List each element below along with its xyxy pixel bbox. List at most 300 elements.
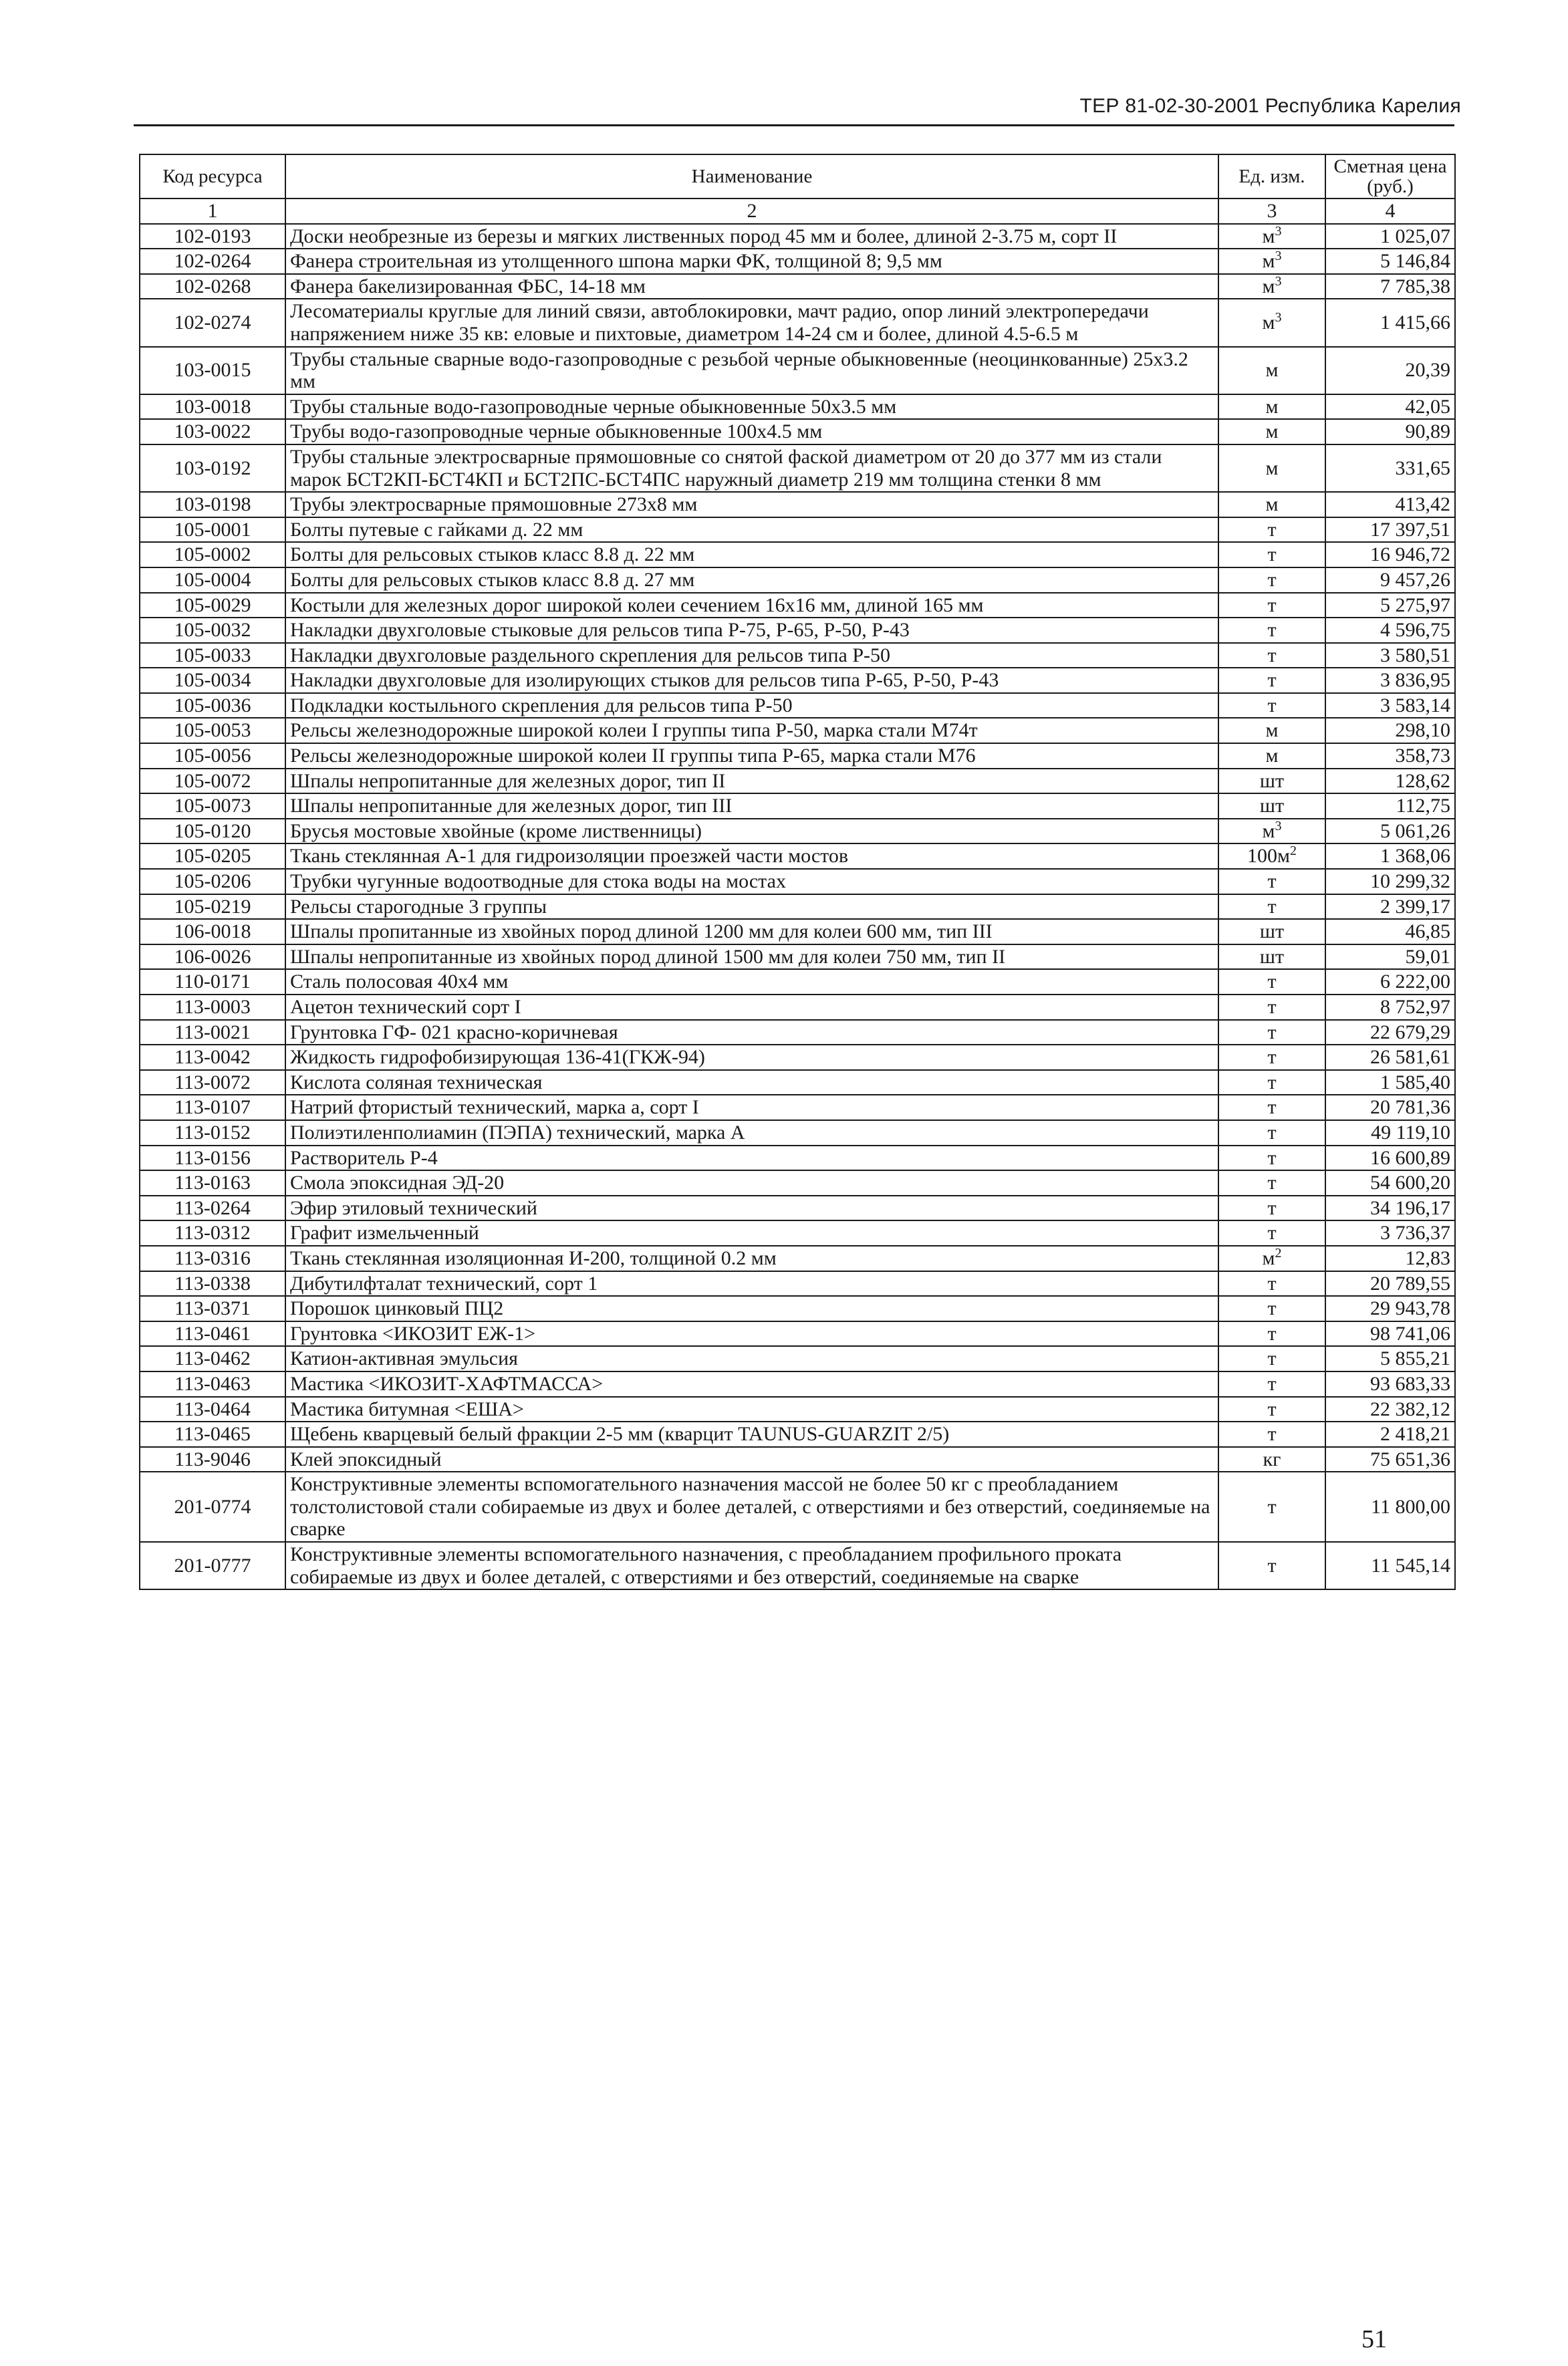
resource-code: 113-0371 (140, 1296, 285, 1321)
resource-code: 113-0042 (140, 1045, 285, 1070)
unit-label: т (1267, 568, 1277, 591)
resource-name: Рельсы старогодные 3 группы (285, 894, 1218, 920)
resource-name: Костыли для железных дорог широкой колеи сечением 16х16 мм, длиной 165 мм (285, 593, 1218, 618)
price-cell: 22 679,29 (1325, 1020, 1455, 1045)
resource-code: 113-0312 (140, 1220, 285, 1246)
table-row (140, 444, 1455, 492)
header-rule (134, 124, 1454, 126)
unit-cell (1218, 1371, 1325, 1397)
table-row (140, 299, 1455, 346)
header-unit: Ед. изм. (1218, 154, 1325, 199)
resource-code: 201-0774 (140, 1472, 285, 1542)
resource-name: Грунтовка ГФ- 021 красно-коричневая (285, 1020, 1218, 1045)
unit-label: т (1267, 1554, 1277, 1577)
resource-name: Шпалы непропитанные из хвойных пород длиной 1500 мм для колеи 750 мм, тип II (285, 944, 1218, 970)
unit-cell (1218, 643, 1325, 668)
resource-name: Дибутилфталат технический, сорт 1 (285, 1271, 1218, 1297)
price-cell: 12,83 (1325, 1246, 1455, 1271)
unit-cell (1218, 224, 1325, 249)
unit-label: т (1267, 1347, 1277, 1370)
table-row (140, 1120, 1455, 1146)
resource-name: Эфир этиловый технический (285, 1196, 1218, 1221)
resource-name: Шпалы непропитанные для железных дорог, тип III (285, 793, 1218, 819)
price-cell: 26 581,61 (1325, 1045, 1455, 1070)
resource-name: Фанера строительная из утолщенного шпона марки ФК, толщиной 8; 9,5 мм (285, 249, 1218, 274)
unit-cell (1218, 869, 1325, 894)
price-cell: 5 061,26 (1325, 819, 1455, 844)
resource-code: 102-0268 (140, 274, 285, 299)
table-row (140, 419, 1455, 444)
unit-cell (1218, 1070, 1325, 1095)
resource-code: 105-0002 (140, 542, 285, 567)
resource-code: 105-0034 (140, 668, 285, 693)
unit-cell (1218, 249, 1325, 274)
unit-label: т (1267, 1495, 1277, 1518)
resource-code: 105-0206 (140, 869, 285, 894)
unit-cell (1218, 517, 1325, 543)
unit-cell (1218, 419, 1325, 444)
resource-name: Порошок цинковый ПЦ2 (285, 1296, 1218, 1321)
unit-label: т (1267, 1372, 1277, 1395)
resource-code: 105-0056 (140, 743, 285, 769)
price-cell: 98 741,06 (1325, 1321, 1455, 1347)
price-cell: 17 397,51 (1325, 517, 1455, 543)
price-cell: 5 146,84 (1325, 249, 1455, 274)
price-cell: 128,62 (1325, 769, 1455, 794)
unit-label: т (1267, 1222, 1277, 1244)
unit-label: м (1262, 250, 1275, 273)
unit-cell (1218, 299, 1325, 346)
unit-label: т (1267, 1322, 1277, 1345)
unit-label: м (1265, 420, 1279, 443)
resource-name: Накладки двухголовые раздельного скрепления для рельсов типа Р-50 (285, 643, 1218, 668)
unit-cell (1218, 1447, 1325, 1472)
unit-exponent: 3 (1275, 249, 1282, 264)
unit-label: шт (1259, 795, 1285, 817)
unit-label: т (1267, 1146, 1277, 1169)
table-row (140, 1045, 1455, 1070)
table-row (140, 394, 1455, 420)
resource-name: Трубы стальные сварные водо-газопроводные с резьбой черные обыкновенные (неоцинкованные) 25х3.2 мм (285, 347, 1218, 394)
unit-cell (1218, 1346, 1325, 1371)
resource-name: Щебень кварцевый белый фракции 2-5 мм (кварцит TAUNUS-GUARZIT 2/5) (285, 1422, 1218, 1447)
table-row (140, 1095, 1455, 1120)
resource-name: Грунтовка <ИКОЗИТ ЕЖ-1> (285, 1321, 1218, 1347)
resource-code: 110-0171 (140, 969, 285, 995)
price-cell: 413,42 (1325, 492, 1455, 517)
resource-name: Жидкость гидрофобизирующая 136-41(ГКЖ-94) (285, 1045, 1218, 1070)
price-cell: 90,89 (1325, 419, 1455, 444)
price-cell: 34 196,17 (1325, 1196, 1455, 1221)
unit-label: т (1267, 619, 1277, 642)
price-cell: 8 752,97 (1325, 995, 1455, 1020)
resource-name: Накладки двухголовые стыковые для рельсов типа Р-75, Р-65, Р-50, Р-43 (285, 618, 1218, 643)
unit-cell (1218, 1120, 1325, 1146)
unit-cell (1218, 769, 1325, 794)
unit-cell (1218, 1321, 1325, 1347)
price-cell: 10 299,32 (1325, 869, 1455, 894)
table-row (140, 567, 1455, 593)
resource-code: 106-0018 (140, 919, 285, 944)
unit-cell (1218, 1020, 1325, 1045)
resource-code: 113-0264 (140, 1196, 285, 1221)
unit-cell (1218, 444, 1325, 492)
unit-cell (1218, 1472, 1325, 1542)
resource-code: 102-0274 (140, 299, 285, 346)
unit-cell (1218, 843, 1325, 869)
unit-cell (1218, 542, 1325, 567)
unit-label: т (1267, 694, 1277, 716)
resource-code: 105-0029 (140, 593, 285, 618)
unit-label: шт (1259, 769, 1285, 792)
unit-cell (1218, 593, 1325, 618)
unit-cell (1218, 492, 1325, 517)
resource-name: Болты для рельсовых стыков класс 8.8 д. 22 мм (285, 542, 1218, 567)
page-number: 51 (1361, 2325, 1387, 2353)
price-cell: 29 943,78 (1325, 1296, 1455, 1321)
resource-code: 105-0053 (140, 718, 285, 743)
resource-code: 105-0205 (140, 843, 285, 869)
resource-code: 105-0120 (140, 819, 285, 844)
resource-name: Трубки чугунные водоотводные для стока воды на мостах (285, 869, 1218, 894)
unit-cell (1218, 1045, 1325, 1070)
resource-name: Ткань стеклянная А-1 для гидроизоляции проезжей части мостов (285, 843, 1218, 869)
unit-label: т (1267, 996, 1277, 1018)
table-row (140, 224, 1455, 249)
unit-label: м (1262, 1246, 1275, 1269)
unit-cell (1218, 1095, 1325, 1120)
price-cell: 20 781,36 (1325, 1095, 1455, 1120)
column-number: 1 (140, 199, 285, 224)
unit-label: м (1265, 359, 1279, 382)
unit-cell (1218, 1397, 1325, 1422)
unit-label: шт (1259, 945, 1285, 968)
resource-name: Шпалы пропитанные из хвойных пород длиной 1200 мм для колеи 600 мм, тип III (285, 919, 1218, 944)
resource-name: Трубы электросварные прямошовные 273х8 мм (285, 492, 1218, 517)
unit-label: т (1267, 644, 1277, 666)
unit-cell (1218, 944, 1325, 970)
table-row (140, 894, 1455, 920)
unit-label: т (1267, 1297, 1277, 1320)
unit-label: т (1267, 1172, 1277, 1194)
resource-code: 113-0072 (140, 1070, 285, 1095)
column-number-row (140, 199, 1455, 224)
unit-label: т (1267, 1021, 1277, 1043)
unit-label: м (1265, 395, 1279, 418)
unit-exponent: 2 (1275, 1245, 1282, 1261)
price-cell: 11 800,00 (1325, 1472, 1455, 1542)
table-row (140, 1296, 1455, 1321)
price-cell: 1 025,07 (1325, 224, 1455, 249)
table-row (140, 718, 1455, 743)
unit-cell (1218, 743, 1325, 769)
price-cell: 59,01 (1325, 944, 1455, 970)
resource-name: Ткань стеклянная изоляционная И-200, толщиной 0.2 мм (285, 1246, 1218, 1271)
resource-code: 113-0465 (140, 1422, 285, 1447)
unit-cell (1218, 819, 1325, 844)
price-cell: 298,10 (1325, 718, 1455, 743)
column-number: 3 (1218, 199, 1325, 224)
table-row (140, 1146, 1455, 1171)
price-cell: 16 600,89 (1325, 1146, 1455, 1171)
unit-cell (1218, 1542, 1325, 1589)
price-cell: 46,85 (1325, 919, 1455, 944)
price-cell: 22 382,12 (1325, 1397, 1455, 1422)
resources-table (139, 154, 1456, 1590)
price-cell: 6 222,00 (1325, 969, 1455, 995)
resource-name: Конструктивные элементы вспомогательного назначения, с преобладанием профильного проката собираемые из двух и более деталей, с отверстиями и без отверстий, соединяемые на сварке (285, 1542, 1218, 1589)
unit-label: м (1262, 311, 1275, 334)
unit-label: т (1267, 594, 1277, 616)
resource-name: Трубы стальные водо-газопроводные черные обыкновенные 50х3.5 мм (285, 394, 1218, 420)
unit-cell (1218, 274, 1325, 299)
unit-label: 100м (1247, 845, 1290, 868)
unit-label: м (1262, 819, 1275, 842)
unit-label: т (1267, 970, 1277, 993)
resource-name: Трубы водо-газопроводные черные обыкновенные 100х4.5 мм (285, 419, 1218, 444)
resource-name: Ацетон технический сорт I (285, 995, 1218, 1020)
resource-name: Накладки двухголовые для изолирующих стыков для рельсов типа Р-65, Р-50, Р-43 (285, 668, 1218, 693)
price-cell: 1 585,40 (1325, 1070, 1455, 1095)
table-row (140, 1542, 1455, 1589)
table-row (140, 769, 1455, 794)
unit-exponent: 3 (1275, 818, 1282, 833)
unit-label: т (1267, 1398, 1277, 1420)
unit-cell (1218, 618, 1325, 643)
resource-name: Болты для рельсовых стыков класс 8.8 д. 27 мм (285, 567, 1218, 593)
price-cell: 3 583,14 (1325, 693, 1455, 718)
unit-label: м (1262, 225, 1275, 247)
table-row (140, 1271, 1455, 1297)
price-cell: 5 275,97 (1325, 593, 1455, 618)
table-row (140, 869, 1455, 894)
unit-cell (1218, 668, 1325, 693)
price-cell: 2 418,21 (1325, 1422, 1455, 1447)
resource-name: Подкладки костыльного скрепления для рельсов типа Р-50 (285, 693, 1218, 718)
unit-cell (1218, 1271, 1325, 1297)
table-header-row (140, 154, 1455, 199)
table-row (140, 1447, 1455, 1472)
resource-code: 103-0015 (140, 347, 285, 394)
unit-label: м (1265, 456, 1279, 479)
document-header: ТЕР 81-02-30-2001 Республика Карелия (1079, 95, 1461, 117)
table-row (140, 995, 1455, 1020)
unit-label: т (1267, 1121, 1277, 1144)
resource-code: 113-9046 (140, 1447, 285, 1472)
price-cell: 93 683,33 (1325, 1371, 1455, 1397)
table-row (140, 944, 1455, 970)
price-cell: 49 119,10 (1325, 1120, 1455, 1146)
unit-label: т (1267, 1096, 1277, 1119)
unit-label: т (1267, 1046, 1277, 1069)
unit-cell (1218, 1220, 1325, 1246)
resource-code: 102-0264 (140, 249, 285, 274)
resource-code: 113-0003 (140, 995, 285, 1020)
unit-exponent: 3 (1275, 310, 1282, 325)
table-row (140, 819, 1455, 844)
unit-cell (1218, 969, 1325, 995)
unit-label: шт (1259, 920, 1285, 943)
table-row (140, 1397, 1455, 1422)
unit-cell (1218, 347, 1325, 394)
resource-code: 105-0036 (140, 693, 285, 718)
resource-name: Лесоматериалы круглые для линий связи, автоблокировки, мачт радио, опор линий электропередачи напряжением ниже 35 кв: еловые и пихтовые, диаметром 14-24 см и более, длиной 4.5-6.5 м (285, 299, 1218, 346)
table-row (140, 1321, 1455, 1347)
unit-label: т (1267, 543, 1277, 566)
price-cell: 3 736,37 (1325, 1220, 1455, 1246)
resource-name: Трубы стальные электросварные прямошовные со снятой фаской диаметром от 20 до 377 мм из стали марок БСТ2КП-БСТ4КП и БСТ2ПС-БСТ4ПС наружный диаметр 219 мм толщина стенки 8 мм (285, 444, 1218, 492)
price-cell: 3 580,51 (1325, 643, 1455, 668)
price-cell: 75 651,36 (1325, 1447, 1455, 1472)
resource-name: Клей эпоксидный (285, 1447, 1218, 1472)
resource-code: 113-0021 (140, 1020, 285, 1045)
resource-name: Рельсы железнодорожные широкой колеи I группы типа Р-50, марка стали М74т (285, 718, 1218, 743)
unit-exponent: 2 (1289, 843, 1297, 859)
resource-name: Графит измельченный (285, 1220, 1218, 1246)
resource-name: Смола эпоксидная ЭД-20 (285, 1170, 1218, 1196)
unit-label: т (1267, 1423, 1277, 1446)
unit-cell (1218, 1296, 1325, 1321)
table-row (140, 1196, 1455, 1221)
resource-name: Доски необрезные из березы и мягких лиственных пород 45 мм и более, длиной 2-3.75 м, сорт II (285, 224, 1218, 249)
resource-name: Мастика <ИКОЗИТ-ХАФТМАССА> (285, 1371, 1218, 1397)
unit-label: т (1267, 870, 1277, 893)
price-cell: 20 789,55 (1325, 1271, 1455, 1297)
resource-code: 102-0193 (140, 224, 285, 249)
table-row (140, 1246, 1455, 1271)
resource-name: Кислота соляная техническая (285, 1070, 1218, 1095)
unit-label: т (1267, 1196, 1277, 1219)
unit-cell (1218, 995, 1325, 1020)
unit-cell (1218, 1196, 1325, 1221)
resource-code: 113-0163 (140, 1170, 285, 1196)
unit-cell (1218, 693, 1325, 718)
price-cell: 20,39 (1325, 347, 1455, 394)
unit-label: м (1262, 275, 1275, 297)
table-row (140, 793, 1455, 819)
resource-code: 113-0461 (140, 1321, 285, 1347)
price-cell: 54 600,20 (1325, 1170, 1455, 1196)
resource-code: 105-0004 (140, 567, 285, 593)
resource-name: Рельсы железнодорожные широкой колеи II группы типа Р-65, марка стали М76 (285, 743, 1218, 769)
resource-name: Полиэтиленполиамин (ПЭПА) технический, марка А (285, 1120, 1218, 1146)
resource-name: Катион-активная эмульсия (285, 1346, 1218, 1371)
resource-name: Болты путевые с гайками д. 22 мм (285, 517, 1218, 543)
price-cell: 42,05 (1325, 394, 1455, 420)
table-row (140, 1346, 1455, 1371)
resource-name: Шпалы непропитанные для железных дорог, тип II (285, 769, 1218, 794)
price-cell: 3 836,95 (1325, 668, 1455, 693)
table-row (140, 1472, 1455, 1542)
resource-code: 103-0198 (140, 492, 285, 517)
resource-name: Брусья мостовые хвойные (кроме лиственницы) (285, 819, 1218, 844)
table-row (140, 643, 1455, 668)
column-number: 2 (285, 199, 1218, 224)
unit-label: м (1265, 745, 1279, 767)
header-name: Наименование (285, 154, 1218, 199)
table-row (140, 693, 1455, 718)
table-row (140, 1220, 1455, 1246)
resource-code: 113-0338 (140, 1271, 285, 1297)
unit-cell (1218, 919, 1325, 944)
table-row (140, 542, 1455, 567)
resource-code: 113-0156 (140, 1146, 285, 1171)
unit-label: м (1265, 719, 1279, 742)
resource-code: 113-0107 (140, 1095, 285, 1120)
header-price: Сметная цена (руб.) (1325, 154, 1455, 199)
unit-cell (1218, 718, 1325, 743)
price-cell: 112,75 (1325, 793, 1455, 819)
resource-code: 113-0462 (140, 1346, 285, 1371)
resource-name: Растворитель Р-4 (285, 1146, 1218, 1171)
unit-cell (1218, 1246, 1325, 1271)
unit-label: т (1267, 895, 1277, 918)
resource-code: 103-0018 (140, 394, 285, 420)
price-cell: 4 596,75 (1325, 618, 1455, 643)
unit-label: т (1267, 518, 1277, 541)
resource-name: Фанера бакелизированная ФБС, 14-18 мм (285, 274, 1218, 299)
table-row (140, 1422, 1455, 1447)
resource-code: 105-0032 (140, 618, 285, 643)
price-cell: 331,65 (1325, 444, 1455, 492)
resource-code: 113-0152 (140, 1120, 285, 1146)
resource-code: 105-0073 (140, 793, 285, 819)
unit-label: кг (1263, 1448, 1281, 1470)
resource-code: 103-0022 (140, 419, 285, 444)
table-row (140, 969, 1455, 995)
resource-code: 113-0463 (140, 1371, 285, 1397)
unit-label: т (1267, 669, 1277, 692)
table-row (140, 1020, 1455, 1045)
resource-code: 103-0192 (140, 444, 285, 492)
price-cell: 11 545,14 (1325, 1542, 1455, 1589)
table-row (140, 1371, 1455, 1397)
table-row (140, 492, 1455, 517)
unit-label: м (1265, 493, 1279, 516)
resource-code: 105-0072 (140, 769, 285, 794)
price-cell: 2 399,17 (1325, 894, 1455, 920)
price-cell: 1 368,06 (1325, 843, 1455, 869)
resource-code: 113-0316 (140, 1246, 285, 1271)
unit-exponent: 3 (1275, 273, 1282, 289)
unit-cell (1218, 394, 1325, 420)
unit-cell (1218, 1170, 1325, 1196)
table-row (140, 517, 1455, 543)
table-row (140, 743, 1455, 769)
table-row (140, 843, 1455, 869)
table-row (140, 274, 1455, 299)
table-row (140, 1070, 1455, 1095)
price-cell: 358,73 (1325, 743, 1455, 769)
table-row (140, 593, 1455, 618)
table-row (140, 1170, 1455, 1196)
unit-cell (1218, 793, 1325, 819)
unit-exponent: 3 (1275, 223, 1282, 239)
table-row (140, 618, 1455, 643)
unit-cell (1218, 894, 1325, 920)
unit-cell (1218, 1422, 1325, 1447)
table-row (140, 919, 1455, 944)
resource-code: 105-0219 (140, 894, 285, 920)
resource-code: 105-0033 (140, 643, 285, 668)
resource-code: 201-0777 (140, 1542, 285, 1589)
unit-cell (1218, 1146, 1325, 1171)
price-cell: 9 457,26 (1325, 567, 1455, 593)
price-cell: 7 785,38 (1325, 274, 1455, 299)
table-row (140, 249, 1455, 274)
table-row (140, 668, 1455, 693)
unit-label: т (1267, 1071, 1277, 1093)
